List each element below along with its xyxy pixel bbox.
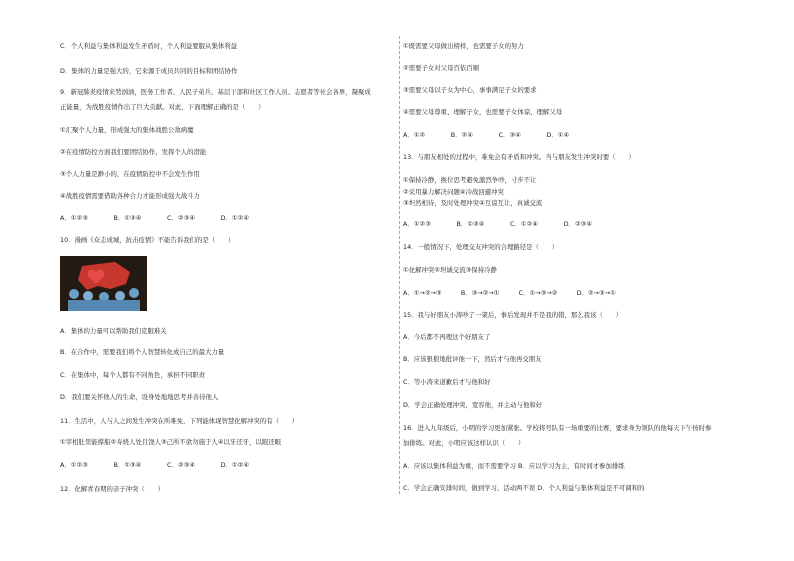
q11-options: A．①②③ B．①③④ C．②③④ D．①②④ [60,461,250,469]
q15-option-c: C．等小涛来道歉后才与他和好 [403,378,491,386]
q11-items: ①宰相肚里能撑船②寿烧人处且饶人③己所不欲勿施于人④以牙还牙，以眼还眼 [60,438,282,446]
q12-options: A．①② B．②④ C．③④ D．①④ [403,131,570,139]
q12-item-3: ③需要父母以子女为中心，事事满足子女的要求 [403,86,537,94]
q9-options: A．①②③ B．①③④ C．②③④ D．①②④ [60,214,250,222]
column-divider [399,36,400,494]
q13-stem: 13．与朋友相处的过程中，难免会有矛盾和冲突。当与朋友发生冲突时要（ ） [403,153,635,161]
q10-stem: 10．漫画《众志成城，抗击疫情》不能告诉我们的是（ ） [60,236,235,244]
q9-item-2: ②在疫情防控方面我们要团结协作，发挥个人的潜能 [60,148,207,156]
q10-option-b: B．在合作中，需要我们将个人智慧转化成自己的最大力量 [60,348,225,356]
q12-item-4: ④需要父母尊重、理解子女，也需要子女体谅、理解父母 [403,108,563,116]
q9-stem-line1: 9．新冠肺炎疫情来势汹汹，医务工作者、人民子弟兵、基层干部和社区工作人员、志愿者等社会各界，凝聚成 [60,88,371,96]
q13-item-2: ②采用暴力解决问题④冷战回避冲突 [403,188,504,196]
q16-stem-line2: 加排练。对此，小明应该这样认识（ ） [403,439,525,447]
q9-item-1: ①汇聚个人力量，形成强大的集体战胜公敌病魔 [60,126,194,134]
q14-options: A．①→②→③ B．③→②→① C．①→③→② D．②→③→① [403,289,616,297]
q10-option-d: D．我们要关怀他人的生命，设身处地地思考并善待他人 [60,393,219,401]
q16-options-ab: A．应该以集体利益为重，而不需要学习 B．应以学习为主，有时间才参加排练 [403,462,625,470]
q15-option-d: D．学会正确处理冲突，宽容他，并主动与他和好 [403,401,543,409]
cartoon-illustration [60,256,147,311]
q16-stem-line1: 16．进入九年级后，小明的学习更加紧张。学校将号队有一场重要的比赛，要求身为领队的他每天下午按时参 [403,424,712,432]
q14-items: ①化解冲突②坦诚交流③保持冷静 [403,266,497,274]
q13-item-3: ③坦然相待，及时处理冲突④互谅互让，真诚交流 [403,199,543,207]
q9-item-3: ③个人力量是渺小的，在疫情防控中不会发生作用 [60,170,200,178]
q8-option-d: D．集体的力量是强大的，它来源于成员共同的目标和团结协作 [60,67,238,75]
q13-options: A．①②③ B．①③④ C．①②④ D．②③④ [403,220,593,228]
q12-item-1: ①既需要父母做出榜样，也需要子女的努力 [403,42,524,50]
q15-option-a: A．今后都不再理这个好朋友了 [403,333,491,341]
q11-stem: 11．生活中，人与人之间发生冲突在所难免，下列能体现智慧化解冲突的有（ ） [60,417,299,425]
q8-option-c: C．个人利益与集体利益发生矛盾时，个人利益要服从集体利益 [60,42,238,50]
q13-item-1: ①保持冷静，换位思考避免激烈争吵，寸步不让 [403,176,537,184]
cartoon-image [60,256,147,311]
q14-stem: 14．一般情况下，处理交友冲突的合理路径是（ ） [403,243,559,251]
q16-options-cd: C．学会正确安排时间，做到学习、活动两不误 D．个人利益与集体利益是不可调和的 [403,484,645,492]
q10-option-a: A．集体的力量可以帮助我们克服难关 [60,327,167,335]
q12-item-2: ②需要子女对父母百依百顺 [403,64,480,72]
q15-stem: 15．我与好朋友小涛吵了一架后，事后发现并不是我的错，那么我该（ ） [403,311,623,319]
q12-stem: 12．化解青春期的亲子冲突（ ） [60,485,164,493]
q10-option-c: C．在集体中，每个人都有不同角色，承担不同职责 [60,371,206,379]
q9-stem-line2: 正能量，为战胜疫情作出了巨大贡献。对此，下面理解正确的是（ ） [60,103,265,111]
q9-item-4: ④战胜疫情需要借助各种合力才能形成强大战斗力 [60,192,200,200]
q15-option-b: B．应该狠狠地批评他一下，然后才与他再交朋友 [403,355,542,363]
